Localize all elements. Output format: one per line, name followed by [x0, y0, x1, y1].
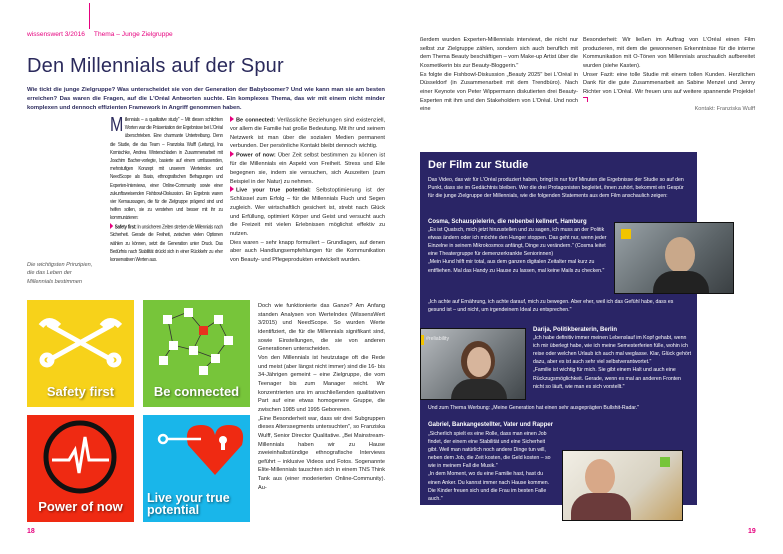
paragraph: „Eine Besonderheit war, dass wir drei Subgruppen dieses Alterssegments untersuchten", so Franziska Wulff, Senior Director Qualitative. „Bei Mainstream-Millennials haben wir zu Hause zweieinhalbstündige ethnografische Interviews geführt – inklusive Videos und Fotos. Sogenannte Elite-Millennials tauschten sich in einem TNS Think Tank aus (einer moderierten Online-Community). Au- [258, 415, 385, 491]
quote: „Es ist Quatsch, mich jetzt hinzustellen und zu sagen, ich muss an der Politik etwas ändern oder ich möchte den Hunger stoppen. Das geht nur, wenn jeder Einzelne in seinem Mikrokosmos anfängt, Dinge zu verändern." (Cosma leitet eine Theatergruppe für demenzerkrankte Seniorinnen) [428, 227, 607, 258]
tile-label: Live your true potential [147, 491, 230, 517]
quote: „Mein Hund hilft mir total, aus dem ganzen digitalen Zeitalter mal kurz zu entfliehen. Mal das Handy zu Hause zu lassen, mal keine Mails zu checken." [428, 259, 605, 274]
tile-label: Safety first [46, 384, 115, 399]
safety-pin-icon [27, 300, 134, 380]
bullet-be-connected: Be connected: Verlässliche Beziehungen sind existenziell, vor allem die Familie hat große Bedeutung. Mit ihr und seinem Netzwerk ist man über die sozialen Medien permanent verbunden. Der persönliche Kontakt bleibt dennoch wichtig. [230, 117, 385, 150]
video-still-darija [420, 328, 526, 400]
quote: „Familie ist wichtig für mich. Sie gibt einem Halt und auch eine Rückzugsmöglichkeit. Gerade, wenn es mal an anderen Fronten nicht so läuft, wie man es sich vorstellt." [533, 367, 681, 390]
paragraph: Es folgte die Fishbowl-Diskussion „Beauty 2025" bei L'Oréal in Düsseldorf (in Zusammenarbeit mit dem Trendbüro). Nach einer Keynote von Peter Wippermann diskutierten drei Beauty-Experten mit ihm und den Stakeholdern von L'Oréal. Und noch eine [420, 71, 578, 113]
text-column-1 [110, 116, 223, 264]
paragraph: Von den Millennials ist heutzutage oft die Rede und meist (aber längst nicht immer) sind die 16- bis 34-Jährigen gemeint – eine Zielgruppe, die vom Teenager bis zum Manager reicht. Wir konzentrierten uns im anschließenden qualitativen Part auf eine etwas homogenere Gruppe, die zwischen 1985 und 1995 Geborenen. [258, 354, 385, 413]
clock-pulse-icon [27, 415, 134, 495]
video-still-cosma [614, 222, 734, 294]
paragraph: illennials – a qualitative study" – Mit diesen schlichten Worten war die Präsentation der Ergebnisse bei L'Oréal überschrieben. Eine charmante Untertreibung. Denn die Studie, die das Team – Franziska Wulff (Leitung), Ina Kornischke, Andrea Winterschladen in Zusammenarbeit mit Joachim Bacher-vorlegte, basierte auf einem umfassenden, mehrstufigen Konzept mit unserem Werteindex und NeedScope als Basis, ethnografischen Befragungen und Experten-Interviews, einer Online-Community sowie einer zukunftsweisenden Fishbowl-Diskussion. Ein Ergebnis waren vier Kernaussagen, die für die Zielgruppe prägend sind und helfen sollen, sie zu verstehen und besser mit ihr zu kommunizieren: [110, 117, 223, 222]
text-column-2-bottom [258, 302, 385, 492]
paragraph: Doch wie funktionierte das Ganze? Am Anfang standen Analysen von WerteIndex (WissensWert 3/2015) und NeedScope. So wurden Werte identifiziert, die für die Millennials signifikant sind, sowie Einstellungen, die sie von anderen Generationen unterscheiden. [258, 303, 385, 353]
tile-live-your-true-potential [143, 415, 250, 522]
box-intro: Das Video, das wir für L'Oréal produziert haben, bringt in nur fünf Minuten die Ergebnisse der Studie so auf den Punkt, dass sie im Gedächtnis bleiben. Wer die drei Protagonisten begleitet, ihnen zuhört, bekommt ein Gespür für die junge Zielgruppe der Millennials, wie die folgenden Statements aus dem Film anschaulich zeigen: [428, 177, 684, 200]
statement-cosma [428, 218, 610, 275]
statement-gabriel-text [428, 430, 553, 503]
video-still-gabriel [562, 450, 683, 521]
text-column-3 [420, 36, 578, 114]
page-number-right: 19 [748, 528, 756, 535]
person-face [585, 459, 615, 495]
bullet-power-of-now: Power of now: Über Zeit selbst bestimmen zu können ist für die Millennials ein Aspekt von Freiheit. Stress und Eile begegnen sie, indem sie versuchen, sich Auszeiten (zum Beispiel in der Natur) zu nehmen. [230, 152, 385, 185]
article-title: Den Millennials auf der Spur [27, 55, 284, 77]
header-divider [89, 3, 90, 29]
person-name: Cosma, Schauspielerin, die nebenbei kellnert, Hamburg [428, 219, 587, 225]
box-title: Der Film zur Studie [428, 159, 529, 171]
person-name: Gabriel, Bankangestellter, Vater und Rapper [428, 422, 554, 428]
tile-safety-first [27, 300, 134, 407]
text-column-2-top [230, 116, 385, 265]
statement-gabriel [428, 421, 690, 429]
page-number-left: 18 [27, 528, 35, 535]
person-body [653, 271, 709, 294]
paragraph: Unser Fazit: eine tolle Studie mit einem tollen Kunden. Herzlichen Dank für die gute Zusammenarbeit an Sabine Menzel und Jenny Richter von L'Oréal. Wir freuen uns auf weitere spannende Projekte! [583, 71, 755, 106]
quote: Und zum Thema Werbung: „Meine Generation hat einen sehr ausgeprägten Bullshit-Radar." [428, 405, 639, 411]
quote: „Sicherlich spielt es eine Rolle, dass man einen Job findet, der einem eine Stabilität und eine Sicherheit gibt. Weil man natürlich noch andere Dinge tun will, neben dem Job, die Zeit kosten, die Geld kosten – so wie in meinem Fall die Musik." [428, 431, 551, 470]
drop-cap: M [110, 114, 124, 136]
tile-be-connected [143, 300, 250, 407]
text-column-4 [583, 36, 755, 114]
tile-label: Power of now [38, 499, 123, 514]
person-name: Darija, Politikberaterin, Berlin [533, 327, 618, 333]
logo-badge-icon [660, 457, 670, 467]
heart-key-icon [143, 415, 250, 485]
person-body [571, 493, 631, 521]
end-mark-icon [583, 97, 588, 102]
paragraph: Besonderheit: Wir ließen im Auftrag von L'Oréal einen Film produzieren, mit dem die gewonnenen Erkenntnisse für die interne Kommunikation mit O-Tönen von Millennials anschaulich aufbereitet wurden (siehe Kasten). [583, 37, 755, 69]
tile-power-of-now [27, 415, 134, 522]
paragraph: ßerdem wurden Experten-Millennials interviewt, die nicht nur selbst zur Zielgruppe zählen, sondern sich auch beruflich mit dem Thema Beauty beschäftigen – vom Make-up Artist über die Kosmetikerin bis zur Beauty-Bloggerin." [420, 37, 578, 69]
paragraph: Dies waren – sehr knapp formuliert – Grundlagen, auf denen aber auch Handlungsempfehlungen für die Kommunikation von Beauty- und Pflegeprodukten entwickelt wurden. [230, 239, 385, 263]
logo-badge-icon [621, 229, 631, 239]
article-intro: Wie tickt die junge Zielgruppe? Was unterscheidet sie von der Generation der Babyboomer? Und wie kann man sie am besten erreichen? Das waren die Fragen, auf die L'Oréal Antworten suchte. Ein komplexes Thema, das wir mit einem nicht minder komplexen und dennoch effizienten Framework in Angriff genommen haben. [27, 87, 385, 111]
running-header [27, 12, 173, 38]
quote: „Ich habe definitiv immer meinen Lebenslauf im Kopf gehabt, wenn ich mir überlegt habe, wie ich meine Semesterferien fülle, wohin ich reise oder welchen Urlaub ich auch mal weglasse. Klar, Glück gehört dazu, aber es ist auch sehr viel selbstverantwortet." [533, 335, 692, 366]
statement-darija [533, 326, 693, 391]
person-body [451, 379, 507, 400]
section-name: Thema – Junge Zielgruppe [93, 31, 173, 38]
magazine-issue: wissenswert 3/2016 [27, 31, 85, 38]
person-face [467, 347, 491, 377]
contact-line: Kontakt: Franziska Wulff [694, 106, 755, 113]
logo-badge-icon [421, 335, 424, 345]
network-icon [143, 300, 250, 380]
person-face [665, 237, 695, 273]
tiles-caption: Die wichtigsten Prinzipien, die das Leben der Millennials bestimmen [27, 262, 93, 285]
bullet-live-your-potential: Live your true potential: Selbstoptimierung ist der Schlüssel zum Erfolg – für die Millennials Fluch und Segen zugleich. Wer wirtschaftlich gesichert ist, strebt nach Glück und Erfüllung, optimiert Körper und Geist und versucht auch die Freizeit mit vielen Erlebnissen möglichst effektiv zu nutzen. [230, 187, 385, 238]
tile-label: Be connected [153, 384, 240, 399]
bullet-safety-first: Safety first: In unsicheren Zeiten streben die Millennials nach Sicherheit. Gerade die Freiheit, zwischen vielen Optionen wählen zu können, setzt die Generation unter Druck. Das Bedürfnis nach Stabilität drückt sich in einer Rückkehr zu eher konservativen Werten aus. [110, 224, 223, 263]
quote: „Ich achte auf Ernährung, ich achte darauf, mich zu bewegen. Aber eher, weil ich das Gefühl habe, dass es gesund ist – und nicht, um irgendeinem Ideal zu entsprechen." [428, 299, 674, 314]
video-tag: #reliability [426, 336, 450, 342]
quote: „In dem Moment, wo du eine Familie hast, hast du einen Anker. Du kannst immer nach Hause kommen. Die Kinder freuen sich und die Frau im besten Falle auch." [428, 471, 550, 502]
